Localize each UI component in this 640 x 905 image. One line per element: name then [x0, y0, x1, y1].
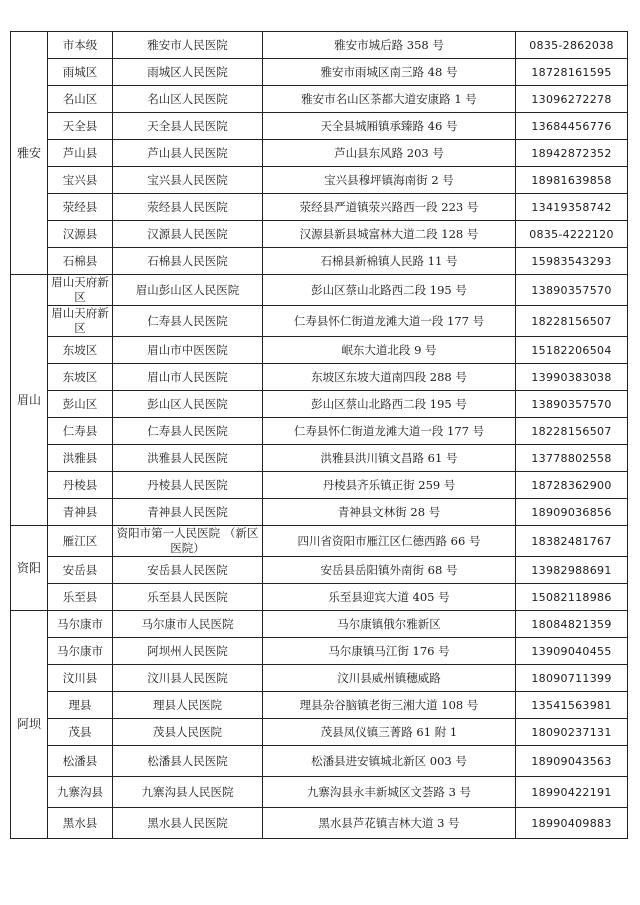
- hospital-cell: 眉山市人民医院: [113, 364, 263, 391]
- address-cell: 宝兴县穆坪镇海南街 2 号: [263, 167, 516, 194]
- hospital-cell: 名山区人民医院: [113, 86, 263, 113]
- hospital-cell: 仁寿县人民医院: [113, 418, 263, 445]
- table-row: [11, 113, 628, 140]
- phone-cell: 18909043563: [516, 746, 628, 777]
- phone-cell: 18981639858: [516, 167, 628, 194]
- table-row: [11, 391, 628, 418]
- address-cell: 岷东大道北段 9 号: [263, 337, 516, 364]
- hospital-cell: 马尔康市人民医院: [113, 611, 263, 638]
- phone-cell: 13778802558: [516, 445, 628, 472]
- hospital-cell: 黑水县人民医院: [113, 808, 263, 839]
- table-row: [11, 306, 628, 337]
- phone-cell: 0835-4222120: [516, 221, 628, 248]
- region-cell: 眉山: [11, 275, 48, 526]
- table-row: [11, 472, 628, 499]
- district-cell: 芦山县: [48, 140, 113, 167]
- address-cell: 汶川县威州镇穗威路: [263, 665, 516, 692]
- address-cell: 茂县凤仪镇三菁路 61 附 1: [263, 719, 516, 746]
- hospital-cell: 茂县人民医院: [113, 719, 263, 746]
- hospital-cell: 理县人民医院: [113, 692, 263, 719]
- hospital-cell: 宝兴县人民医院: [113, 167, 263, 194]
- phone-cell: 13909040455: [516, 638, 628, 665]
- phone-cell: 13541563981: [516, 692, 628, 719]
- hospital-cell: 资阳市第一人民医院 （新区医院）: [113, 526, 263, 557]
- hospital-cell: 青神县人民医院: [113, 499, 263, 526]
- table-row: [11, 275, 628, 306]
- hospital-cell: 芦山县人民医院: [113, 140, 263, 167]
- phone-cell: 18084821359: [516, 611, 628, 638]
- district-cell: 马尔康市: [48, 638, 113, 665]
- hospital-cell: 天全县人民医院: [113, 113, 263, 140]
- phone-cell: 18382481767: [516, 526, 628, 557]
- region-cell: 资阳: [11, 526, 48, 611]
- table-row: [11, 584, 628, 611]
- district-cell: 青神县: [48, 499, 113, 526]
- district-cell: 马尔康市: [48, 611, 113, 638]
- district-cell: 洪雅县: [48, 445, 113, 472]
- phone-cell: 18942872352: [516, 140, 628, 167]
- address-cell: 洪雅县洪川镇文昌路 61 号: [263, 445, 516, 472]
- district-cell: 松潘县: [48, 746, 113, 777]
- hospital-cell: 眉山彭山区人民医院: [113, 275, 263, 306]
- table-row: [11, 719, 628, 746]
- table-row: [11, 86, 628, 113]
- address-cell: 乐至县迎宾大道 405 号: [263, 584, 516, 611]
- address-cell: 马尔康镇马江街 176 号: [263, 638, 516, 665]
- phone-cell: 15983543293: [516, 248, 628, 275]
- table-row: [11, 248, 628, 275]
- address-cell: 仁寿县怀仁街道龙滩大道一段 177 号: [263, 418, 516, 445]
- table-row: [11, 746, 628, 777]
- district-cell: 仁寿县: [48, 418, 113, 445]
- table-row: [11, 665, 628, 692]
- table-row: [11, 418, 628, 445]
- address-cell: 石棉县新棉镇人民路 11 号: [263, 248, 516, 275]
- district-cell: 黑水县: [48, 808, 113, 839]
- phone-cell: 18090711399: [516, 665, 628, 692]
- phone-cell: 13982988691: [516, 557, 628, 584]
- table-row: [11, 611, 628, 638]
- phone-cell: 18728161595: [516, 59, 628, 86]
- district-cell: 名山区: [48, 86, 113, 113]
- address-cell: 彭山区蔡山北路西二段 195 号: [263, 391, 516, 418]
- district-cell: 茂县: [48, 719, 113, 746]
- table-row: [11, 32, 628, 59]
- phone-cell: 18728362900: [516, 472, 628, 499]
- table-row: [11, 445, 628, 472]
- hospital-cell: 荥经县人民医院: [113, 194, 263, 221]
- hospital-cell: 仁寿县人民医院: [113, 306, 263, 337]
- phone-cell: 18228156507: [516, 418, 628, 445]
- hospital-cell: 阿坝州人民医院: [113, 638, 263, 665]
- address-cell: 安岳县岳阳镇外南街 68 号: [263, 557, 516, 584]
- district-cell: 石棉县: [48, 248, 113, 275]
- table-row: [11, 692, 628, 719]
- address-cell: 四川省资阳市雁江区仁德西路 66 号: [263, 526, 516, 557]
- address-cell: 东坡区东坡大道南四段 288 号: [263, 364, 516, 391]
- address-cell: 彭山区蔡山北路西二段 195 号: [263, 275, 516, 306]
- phone-cell: 18909036856: [516, 499, 628, 526]
- table-row: [11, 808, 628, 839]
- table-row: [11, 140, 628, 167]
- phone-cell: 18990422191: [516, 777, 628, 808]
- hospital-cell: 眉山市中医医院: [113, 337, 263, 364]
- district-cell: 东坡区: [48, 337, 113, 364]
- district-cell: 乐至县: [48, 584, 113, 611]
- address-cell: 雅安市名山区茶都大道安康路 1 号: [263, 86, 516, 113]
- district-cell: 安岳县: [48, 557, 113, 584]
- district-cell: 雨城区: [48, 59, 113, 86]
- phone-cell: 0835-2862038: [516, 32, 628, 59]
- table-row: [11, 194, 628, 221]
- district-cell: 汉源县: [48, 221, 113, 248]
- phone-cell: 15182206504: [516, 337, 628, 364]
- table-row: [11, 364, 628, 391]
- table-row: [11, 638, 628, 665]
- table-row: [11, 59, 628, 86]
- region-cell: 阿坝: [11, 611, 48, 839]
- hospital-cell: 乐至县人民医院: [113, 584, 263, 611]
- district-cell: 天全县: [48, 113, 113, 140]
- phone-cell: 13096272278: [516, 86, 628, 113]
- district-cell: 汶川县: [48, 665, 113, 692]
- hospital-cell: 雨城区人民医院: [113, 59, 263, 86]
- table-row: [11, 777, 628, 808]
- phone-cell: 18228156507: [516, 306, 628, 337]
- district-cell: 眉山天府新区: [48, 306, 113, 337]
- address-cell: 天全县城厢镇承臻路 46 号: [263, 113, 516, 140]
- district-cell: 市本级: [48, 32, 113, 59]
- address-cell: 理县杂谷脑镇老街三湘大道 108 号: [263, 692, 516, 719]
- address-cell: 丹棱县齐乐镇正街 259 号: [263, 472, 516, 499]
- region-cell: 雅安: [11, 32, 48, 275]
- hospital-cell: 雅安市人民医院: [113, 32, 263, 59]
- address-cell: 雅安市雨城区南三路 48 号: [263, 59, 516, 86]
- phone-cell: 18990409883: [516, 808, 628, 839]
- phone-cell: 13890357570: [516, 275, 628, 306]
- address-cell: 黑水县芦花镇吉林大道 3 号: [263, 808, 516, 839]
- table-row: [11, 167, 628, 194]
- phone-cell: 15082118986: [516, 584, 628, 611]
- hospital-cell: 石棉县人民医院: [113, 248, 263, 275]
- address-cell: 马尔康镇俄尔雅新区: [263, 611, 516, 638]
- address-cell: 九寨沟县永丰新城区文荟路 3 号: [263, 777, 516, 808]
- phone-cell: 13419358742: [516, 194, 628, 221]
- phone-cell: 13684456776: [516, 113, 628, 140]
- hospital-cell: 松潘县人民医院: [113, 746, 263, 777]
- district-cell: 荥经县: [48, 194, 113, 221]
- address-cell: 汉源县新县城富林大道二段 128 号: [263, 221, 516, 248]
- hospital-directory-table: [10, 31, 628, 839]
- table-row: [11, 557, 628, 584]
- phone-cell: 13890357570: [516, 391, 628, 418]
- hospital-cell: 彭山区人民医院: [113, 391, 263, 418]
- address-cell: 青神县文林街 28 号: [263, 499, 516, 526]
- address-cell: 雅安市城后路 358 号: [263, 32, 516, 59]
- hospital-cell: 汉源县人民医院: [113, 221, 263, 248]
- table-row: [11, 337, 628, 364]
- address-cell: 松潘县进安镇城北新区 003 号: [263, 746, 516, 777]
- district-cell: 丹棱县: [48, 472, 113, 499]
- hospital-cell: 汶川县人民医院: [113, 665, 263, 692]
- district-cell: 眉山天府新区: [48, 275, 113, 306]
- phone-cell: 18090237131: [516, 719, 628, 746]
- table-row: [11, 221, 628, 248]
- hospital-cell: 洪雅县人民医院: [113, 445, 263, 472]
- district-cell: 九寨沟县: [48, 777, 113, 808]
- table-row: [11, 499, 628, 526]
- phone-cell: 13990383038: [516, 364, 628, 391]
- district-cell: 彭山区: [48, 391, 113, 418]
- table-row: [11, 526, 628, 557]
- address-cell: 荥经县严道镇荥兴路西一段 223 号: [263, 194, 516, 221]
- hospital-cell: 安岳县人民医院: [113, 557, 263, 584]
- district-cell: 雁江区: [48, 526, 113, 557]
- hospital-cell: 丹棱县人民医院: [113, 472, 263, 499]
- district-cell: 宝兴县: [48, 167, 113, 194]
- district-cell: 理县: [48, 692, 113, 719]
- address-cell: 仁寿县怀仁街道龙滩大道一段 177 号: [263, 306, 516, 337]
- district-cell: 东坡区: [48, 364, 113, 391]
- address-cell: 芦山县东风路 203 号: [263, 140, 516, 167]
- table-body: [11, 32, 628, 839]
- hospital-cell: 九寨沟县人民医院: [113, 777, 263, 808]
